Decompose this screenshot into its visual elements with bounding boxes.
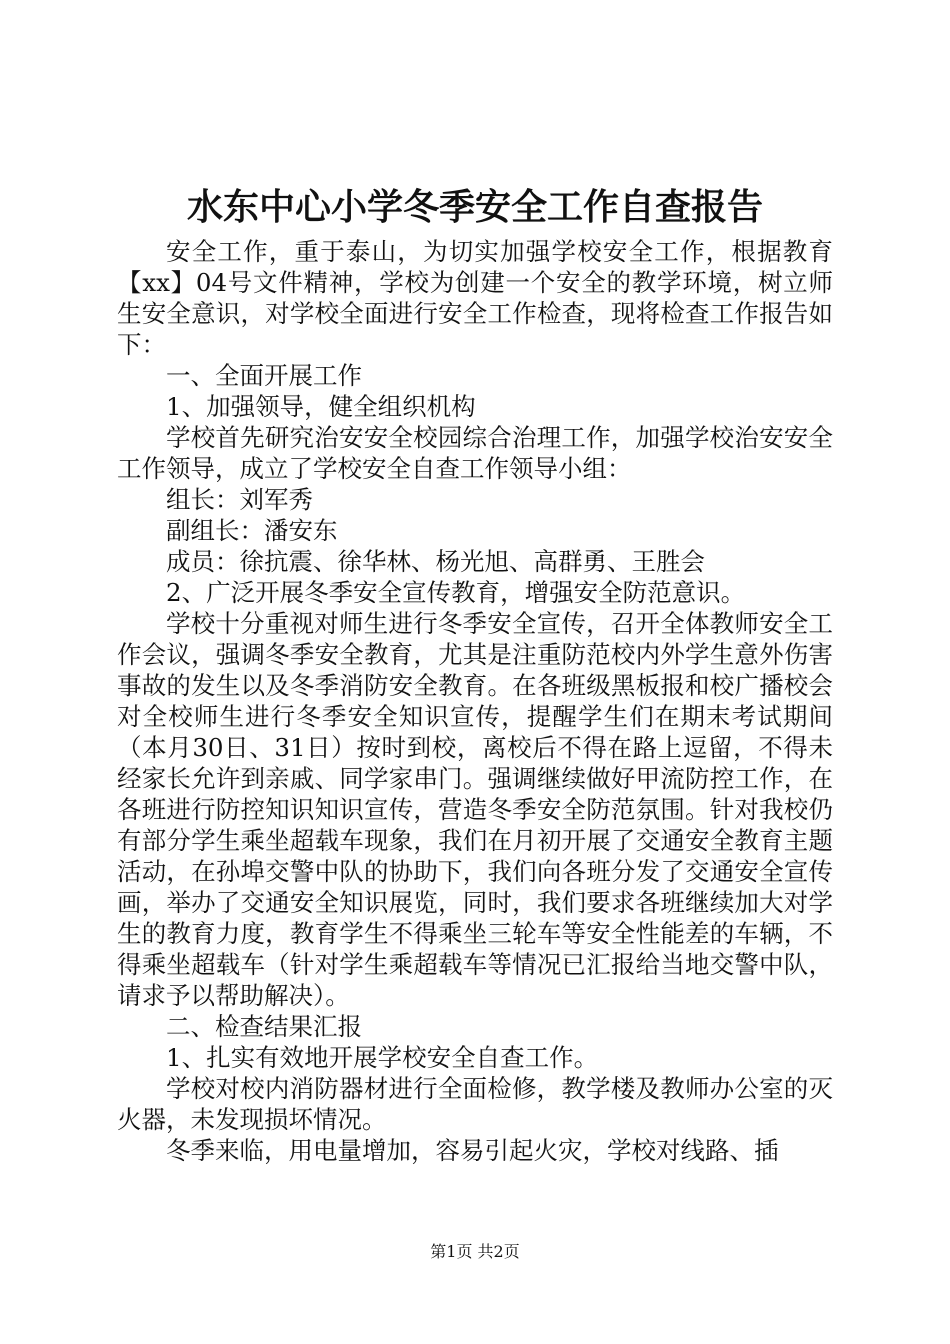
document-body [117,236,833,1166]
section-heading-1: 一、全面开展工作 [166,361,362,390]
section-heading-2: 二、检查结果汇报 [166,1012,362,1041]
page-footer: 第1页 共2页 [430,1242,520,1261]
team-leader: 组长：刘军秀 [166,485,313,514]
team-members: 成员：徐抗震、徐华林、杨光旭、高群勇、王胜会 [166,547,705,576]
document-title: 水东中心小学冬季安全工作自查报告 [186,187,763,228]
subheading-1-2: 2、广泛开展冬季安全宣传教育，增强安全防范意识。 [166,578,746,607]
subheading-1-1: 1、加强领导，健全组织机构 [166,392,476,421]
paragraph-intro: 安全工作，重于泰山，为切实加强学校安全工作，根据教育【xx】04号文件精神，学校为创建一个安全的教学环境，树立师生安全意识，对学校全面进行安全工作检查，现将检查工作报告如下： [117,237,833,359]
team-deputy-leader: 副组长：潘安东 [166,516,338,545]
paragraph-electricity: 冬季来临，用电量增加，容易引起火灾，学校对线路、插 [166,1136,779,1165]
paragraph-leadership: 学校首先研究治安安全校园综合治理工作，加强学校治安安全工作领导，成立了学校安全自查工作领导小组： [117,423,833,483]
subheading-2-1: 1、扎实有效地开展学校安全自查工作。 [166,1043,599,1072]
paragraph-education: 学校十分重视对师生进行冬季安全宣传，召开全体教师安全工作会议，强调冬季安全教育，尤其是注重防范校内外学生意外伤害事故的发生以及冬季消防安全教育。在各班级黑板报和校广播校会对全校师生进行冬季安全知识宣传，提醒学生们在期末考试期间（本月30日、31日）按时到校，离校后不得在路上逗留，不得未经家长允许到亲戚、同学家串门。强调继续做好甲流防控工作，在各班进行防控知识知识宣传，营造冬季安全防范氛围。针对我校仍有部分学生乘坐超载车现象，我们在月初开展了交通安全教育主题活动，在孙埠交警中队的协助下，我们向各班分发了交通安全宣传画，举办了交通安全知识展览，同时，我们要求各班继续加大对学生的教育力度，教育学生不得乘坐三轮车等安全性能差的车辆，不得乘坐超载车（针对学生乘超载车等情况已汇报给当地交警中队，请求予以帮助解决）。 [117,609,833,1010]
paragraph-fire-equipment: 学校对校内消防器材进行全面检修，教学楼及教师办公室的灭火器，未发现损坏情况。 [117,1074,833,1134]
